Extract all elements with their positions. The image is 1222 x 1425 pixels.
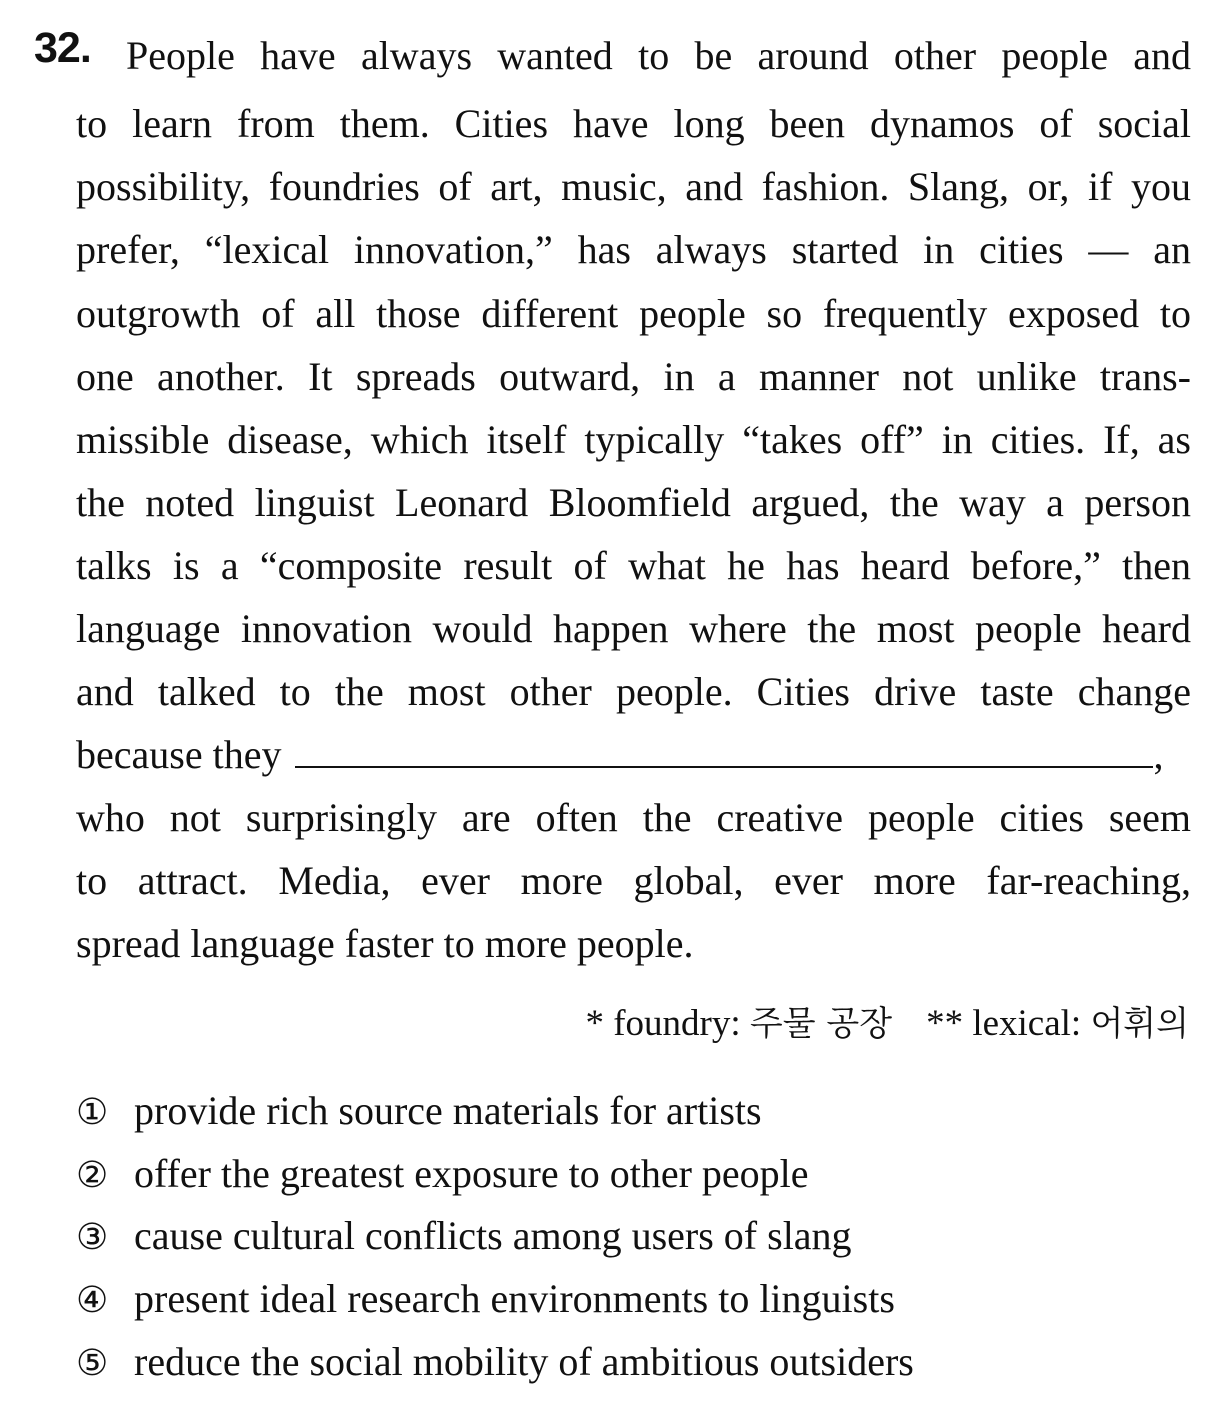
answer-option-3[interactable] xyxy=(76,1212,852,1262)
passage-line: talks is a “composite result of what he has heard before,” then xyxy=(76,543,1191,588)
option-text: reduce the social mobility of ambitious outsiders xyxy=(134,1339,914,1384)
passage-line: to attract. Media, ever more global, ever more far-reaching, xyxy=(76,858,1191,903)
answer-blank xyxy=(295,732,1153,768)
passage-line: prefer, “lexical innovation,” has always started in cities — an xyxy=(76,227,1191,272)
answer-option-4[interactable] xyxy=(76,1275,895,1325)
passage-line: missible disease, which itself typically “takes off” in cities. If, as xyxy=(76,417,1191,462)
option-text: provide rich source materials for artists xyxy=(134,1088,762,1133)
option-number: ③ xyxy=(76,1217,109,1258)
blank-line xyxy=(76,731,1191,779)
option-number: ⑤ xyxy=(76,1343,109,1384)
option-number: ① xyxy=(76,1092,109,1133)
footnotes xyxy=(585,1000,1189,1048)
footnote-lexical-label: ** lexical: xyxy=(926,1003,1091,1044)
footnote-foundry-label: * foundry: xyxy=(585,1003,750,1044)
passage-line: and talked to the most other people. Cities drive taste change xyxy=(76,669,1191,714)
passage-line: to learn from them. Cities have long been dynamos of social xyxy=(76,101,1191,146)
passage-line: the noted linguist Leonard Bloomfield argued, the way a person xyxy=(76,480,1191,525)
passage-line: possibility, foundries of art, music, and fashion. Slang, or, if you xyxy=(76,164,1191,209)
passage-line: one another. It spreads outward, in a manner not unlike trans- xyxy=(76,354,1191,399)
option-number: ④ xyxy=(76,1280,109,1321)
blank-prefix: because they xyxy=(76,732,282,777)
passage-line: language innovation would happen where the most people heard xyxy=(76,606,1191,651)
option-text: offer the greatest exposure to other people xyxy=(134,1151,809,1196)
answer-option-1[interactable] xyxy=(76,1087,762,1137)
option-text: cause cultural conflicts among users of slang xyxy=(134,1213,852,1258)
passage-line: spread language faster to more people. xyxy=(76,921,694,966)
passage-line: People have always wanted to be around other people and xyxy=(126,33,1191,78)
footnote-lexical-meaning: 어휘의 xyxy=(1090,1004,1189,1044)
answer-option-2[interactable] xyxy=(76,1150,809,1200)
option-text: present ideal research environments to linguists xyxy=(134,1276,895,1321)
passage-line: who not surprisingly are often the creative people cities seem xyxy=(76,795,1191,840)
passage-line: outgrowth of all those different people so frequently exposed to xyxy=(76,291,1191,336)
footnote-foundry-meaning: 주물 공장 xyxy=(749,1004,893,1044)
option-number: ② xyxy=(76,1155,109,1196)
answer-option-5[interactable] xyxy=(76,1338,914,1388)
question-number: 32. xyxy=(34,24,91,72)
blank-suffix: , xyxy=(1153,732,1164,777)
